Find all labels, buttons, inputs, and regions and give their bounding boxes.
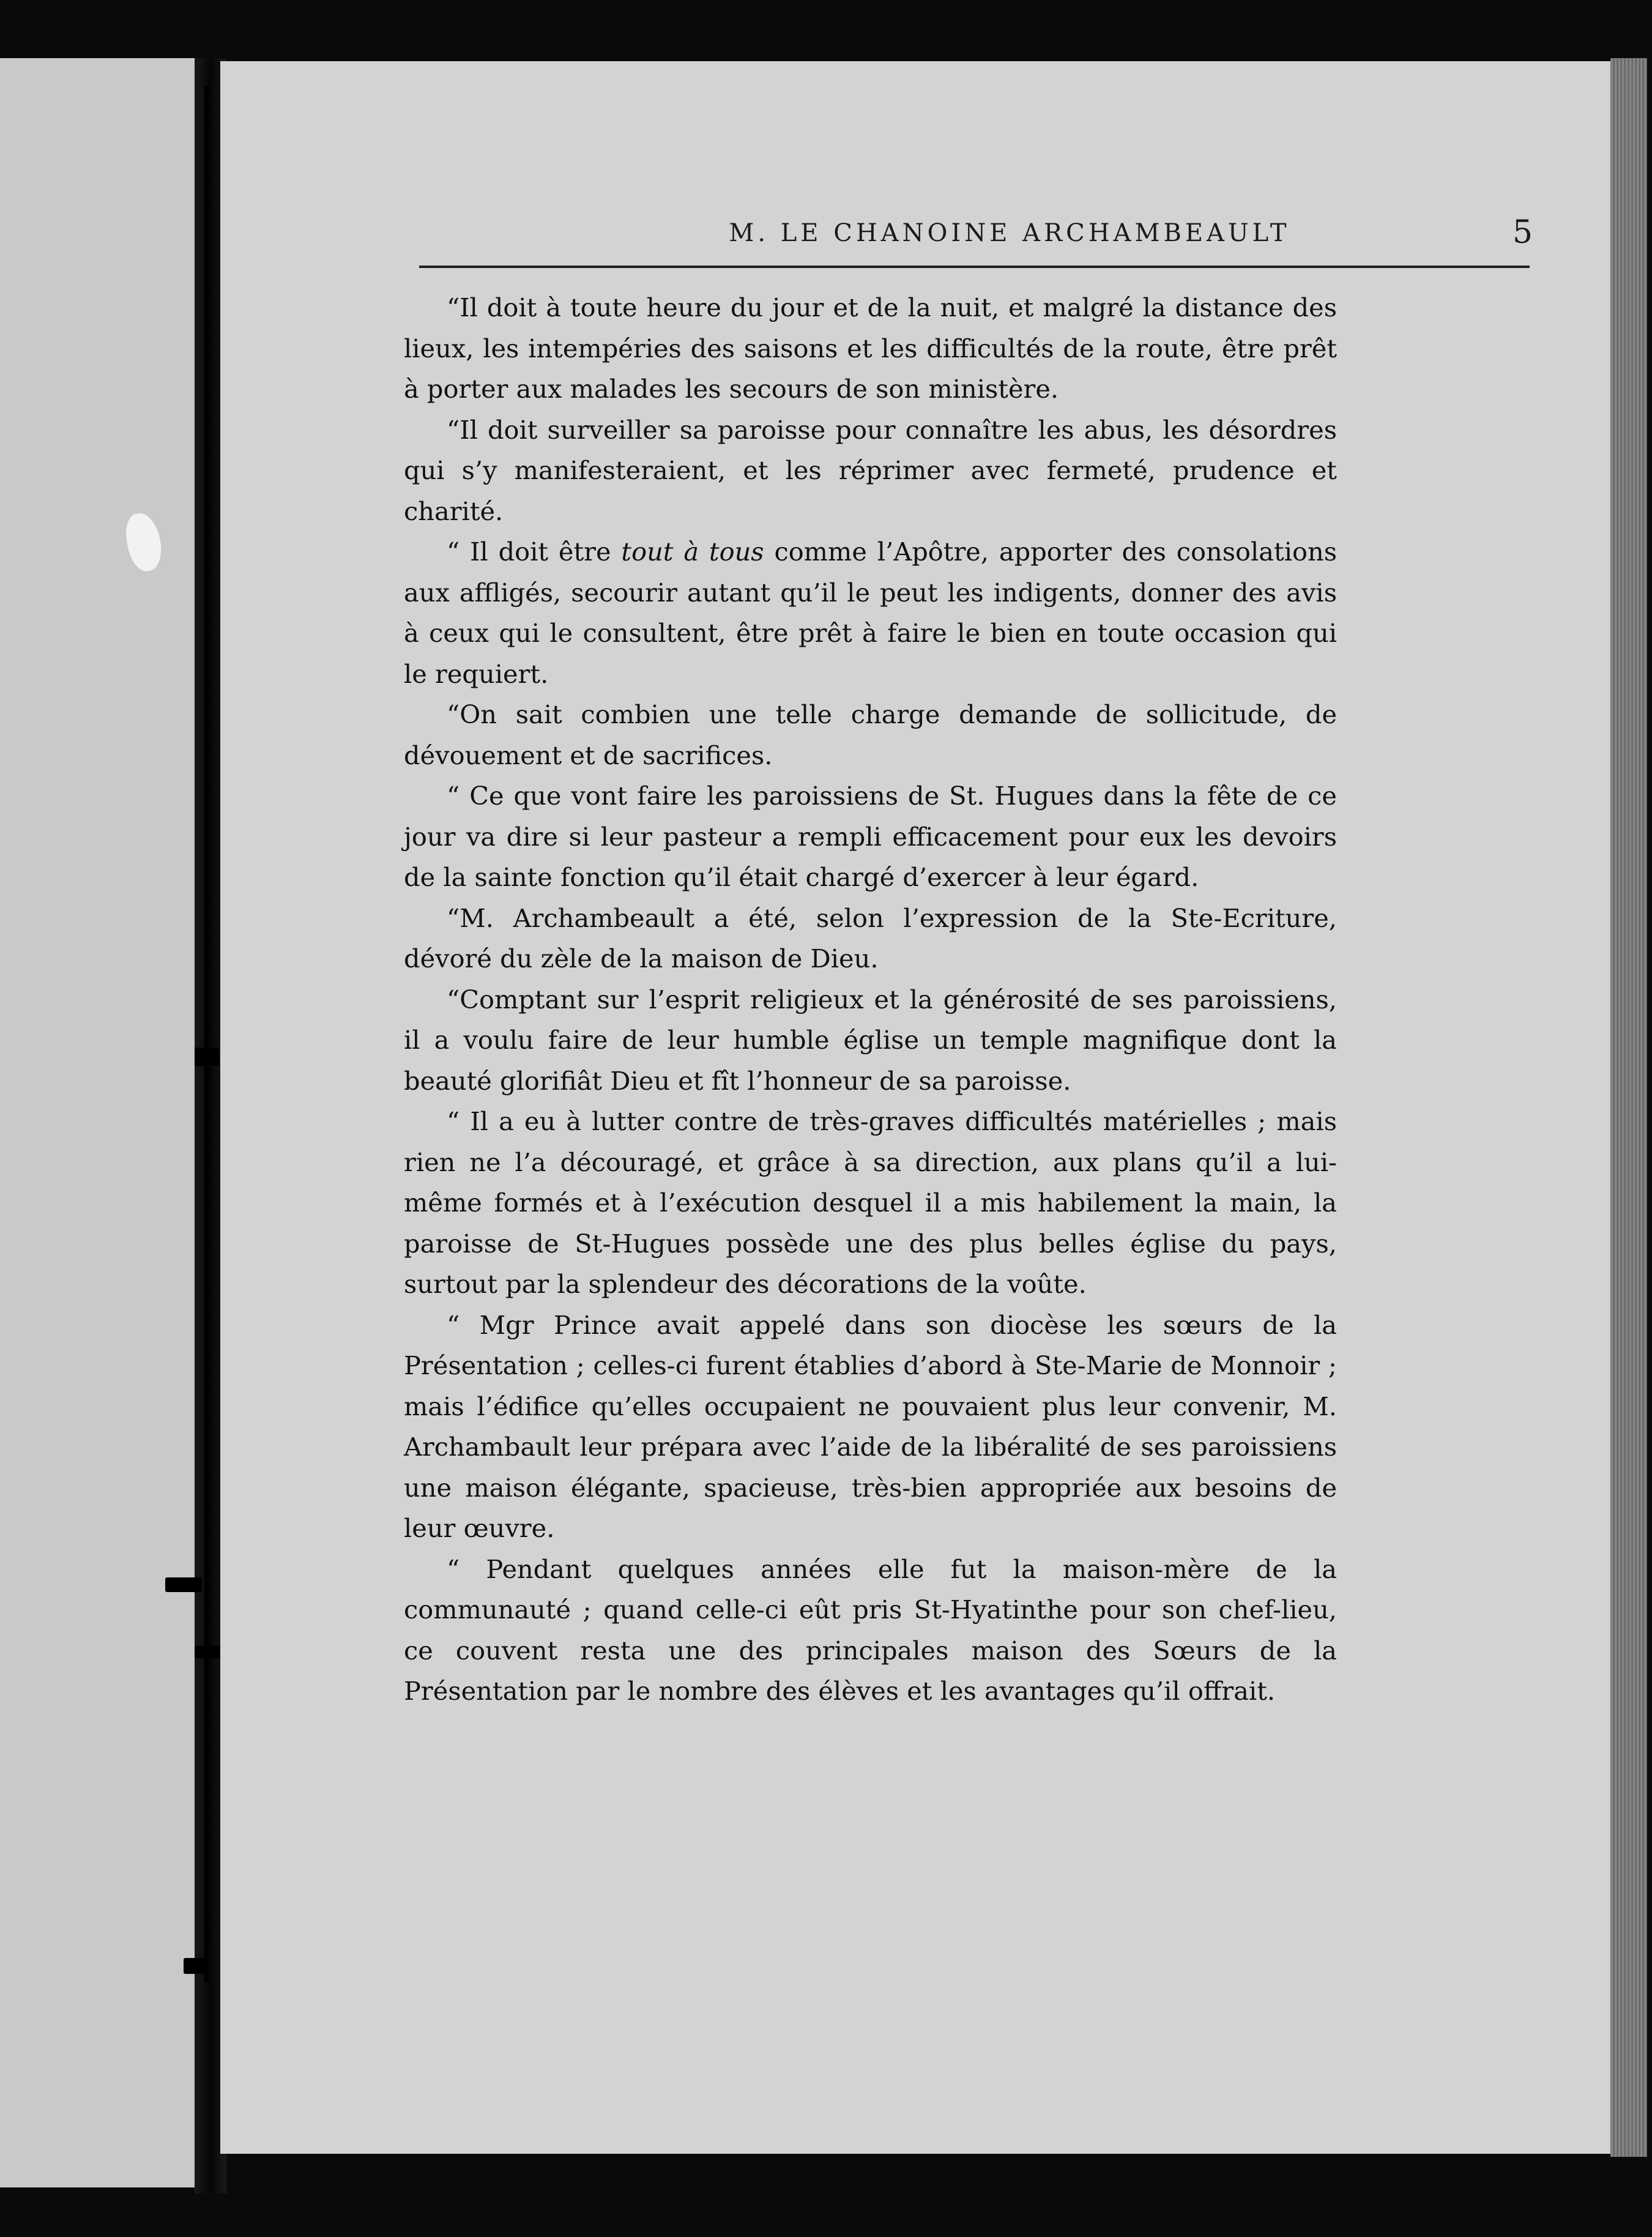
facing-page-edge	[0, 58, 197, 2187]
header-rule	[419, 266, 1530, 268]
page-number: 5	[1512, 214, 1533, 251]
running-head: M. LE CHANOINE ARCHAMBEAULT	[729, 219, 1290, 247]
page-edges	[1610, 58, 1647, 2157]
paragraph: “Comptant sur l’esprit religieux et la générosité de ses paroissiens, il a voulu faire de leur humble église un temple magnifique dont la beauté glorifiât Dieu et fît l’honneur de sa paroisse.	[404, 984, 1337, 1096]
binding-thread	[204, 86, 209, 1982]
binding-stitch	[165, 1577, 202, 1592]
book-page	[220, 61, 1610, 2154]
body-text	[404, 288, 1337, 1712]
paragraph: “On sait combien une telle charge demande de sollicitude, de dévouement et de sacrifices.	[404, 699, 1337, 770]
paragraph-text: “ Il doit être	[447, 537, 622, 567]
italic-phrase: tout à tous	[621, 537, 764, 567]
paragraph: “Il doit surveiller sa paroisse pour connaître les abus, les désordres qui s’y manifesteraient, et les réprimer avec fermeté, prudence et charité.	[404, 414, 1337, 526]
binding-stitch	[195, 1048, 219, 1066]
paragraph	[404, 532, 1337, 694]
paragraph-text: comme l’Apôtre, apporter des consolations aux affligés, secourir autant qu’il le peut les indigents, donner des avis à ceux qui le consultent, être prêt à faire le bien en toute occasion qui le requiert.	[404, 537, 1337, 689]
paragraph: “M. Archambeault a été, selon l’expression de la Ste-Ecriture, dévoré du zèle de la maison de Dieu.	[404, 903, 1337, 973]
paragraph: “ Ce que vont faire les paroissiens de St. Hugues dans la fête de ce jour va dire si leur pasteur a rempli efficacement pour eux les devoirs de la sainte fonction qu’il était chargé d’exercer à leur égard.	[404, 781, 1337, 892]
paragraph: “Il doit à toute heure du jour et de la nuit, et malgré la distance des lieux, les intempéries des saisons et les difficultés de la route, être prêt à porter aux malades les secours de son ministère.	[404, 292, 1337, 404]
binding-stitch	[184, 1958, 208, 1974]
paragraph: “ Il a eu à lutter contre de très-graves difficultés matérielles ; mais rien ne l’a découragé, et grâce à sa direction, aux plans qu’il a lui-même formés et à l’exécution desquel il a mis habilement la main, la paroisse de St-Hugues possède une des plus belles église du pays, surtout par la splendeur des décorations de la voûte.	[404, 1106, 1337, 1299]
paragraph: “ Mgr Prince avait appelé dans son diocèse les sœurs de la Présentation ; celles-ci furent établies d’abord à Ste-Marie de Monnoir ; mais l’édifice qu’elles occupaient ne pouvaient plus leur convenir, M. Archambault leur prépara avec l’aide de la libéralité de ses paroissiens une maison élégante, spacieuse, très-bien appropriée aux besoins de leur œuvre.	[404, 1309, 1337, 1543]
paragraph: “ Pendant quelques années elle fut la maison-mère de la communauté ; quand celle-ci eût pris St-Hyatinthe pour son chef-lieu, ce couvent resta une des principales maison des Sœurs de la Présentation par le nombre des élèves et les avantages qu’il offrait.	[404, 1554, 1337, 1706]
